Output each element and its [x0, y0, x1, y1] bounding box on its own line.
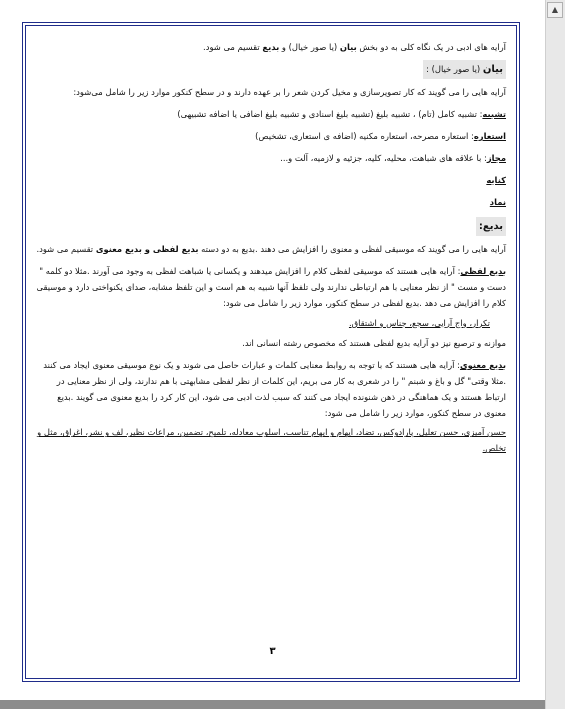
manavi-paragraph	[36, 358, 506, 422]
kenaye-line	[36, 173, 506, 189]
nemad-line	[36, 195, 506, 211]
page-number: ۳	[269, 646, 276, 657]
bayan-description: آرایه هایی را می گویند که کار تصویرسازی و مخیل کردن شعر را بر عهده دارند و در سطح کنکور موارد زیر را شامل می‌شود:	[73, 86, 506, 97]
movazene-line: موازنه و ترصیع نیز دو آرایه بدیع لفظی هستند که مخصوص رشته انسانی اند.	[242, 337, 506, 348]
scroll-up-arrow-icon[interactable]: ▲	[547, 2, 563, 18]
page-content	[36, 40, 506, 457]
lafzi-paragraph	[36, 264, 506, 312]
badi-desc-lafzi: بدیع لفظی	[152, 243, 199, 254]
kenaye-label: کنایه	[486, 174, 506, 185]
intro-bayan: بیان	[339, 42, 357, 52]
manavi-text: : آرایه هایی هستند که با توجه به روابط معنایی کلمات و عبارات حاصل می شوند و یک نوع موسیقی معنوی ایجاد می کنند .مثلا وقتی" گل و باغ و شبنم " را در شعری به کار می بریم، این کلمات از نظر لفظی مشابهتی با هم ندارند، ولی از نظر معنایی در ارتباط هستند و یک هماهنگی در ذهن شنونده ایجاد می کنند که سبب لذت ادبی می شود، این کار کرد را بدیع معنوی می گویند .بدیع معنوی در سطح کنکور، موارد زیر را شامل می شود:	[43, 359, 506, 418]
badi-desc-text: آرایه هایی را می گویند که موسیقی لفظی و معنوی را افزایش می دهند .بدیع به دو دسته	[198, 243, 506, 254]
esteare-line	[36, 129, 506, 145]
badi-desc-and: و	[141, 243, 153, 254]
tashbih-line	[36, 107, 506, 123]
bayan-heading	[36, 60, 506, 79]
tashbih-text: : تشبیه کامل (تام) ، تشبیه بلیغ (تشبیه بلیغ اسنادی و تشبیه بلیغ اضافی یا اضافه تشبیهی)	[177, 108, 483, 119]
intro-mid: (یا صور خیال) و	[279, 42, 340, 52]
manavi-list-text: حسن آمیزی، حسن تعلیل، پارادوکس، تضاد، ایهام و ایهام تناسب، اسلوب معادله، تلمیح، تضمین، مراعات نظیر، لف و نشر، اغراق، مثل و تخلص.	[37, 427, 506, 454]
badi-heading-box: بدیع:	[476, 217, 506, 236]
lafzi-list	[36, 316, 506, 332]
manavi-label: بدیع معنوی	[459, 359, 506, 370]
lafzi-list-text: تکرار، واج آرایی، سجع، جناس و اشتقاق.	[348, 317, 490, 328]
bayan-heading-box	[423, 60, 506, 79]
bayan-heading-sub: (یا صور خیال) :	[426, 63, 483, 74]
esteare-label: استعاره	[473, 130, 506, 141]
intro-text: آرایه های ادبی در یک نگاه کلی به دو بخش	[356, 42, 506, 52]
lafzi-text: : آرایه هایی هستند که موسیقی لفظی کلام را افزایش میدهند و یکسانی یا شباهت لفظی به وجود می آورند .مثلا دو کلمه " دست و مست " از نظر معنایی با هم ارتباطی ندارند ولی تلفظ آنها شبیه به هم است و این تلفظ مشابه، صدای یکنواختی دارد و موسیقی کلام را افزایش می دهد .بدیع لفظی در سطح کنکور، موارد زیر را شامل می شود:	[36, 265, 506, 308]
tashbih-label: تشبیه	[482, 108, 506, 119]
badi-description	[36, 242, 506, 258]
nemad-label: نماد	[489, 196, 506, 207]
intro-end: تقسیم می شود.	[203, 42, 263, 52]
badi-heading	[36, 217, 506, 236]
intro-paragraph	[36, 40, 506, 56]
badi-desc-end: تقسیم می شود.	[36, 243, 96, 254]
vertical-scrollbar[interactable]	[545, 0, 565, 709]
manavi-list	[36, 425, 506, 457]
majaz-label: مجاز	[486, 152, 506, 163]
esteare-text: : استعاره مصرحه، استعاره مکنیه (اضافه ی استعاری، تشخیص)	[255, 130, 474, 141]
badi-desc-manavi: بدیع معنوی	[95, 243, 142, 254]
majaz-line	[36, 151, 506, 167]
bayan-heading-title: بیان	[482, 63, 503, 75]
lafzi-label: بدیع لفظی	[460, 265, 506, 276]
intro-badi: بدیع	[262, 42, 280, 52]
majaz-text: : با علاقه های شباهت، محلیه، کلیه، جزئیه و لازمیه، آلت و...	[280, 152, 487, 163]
